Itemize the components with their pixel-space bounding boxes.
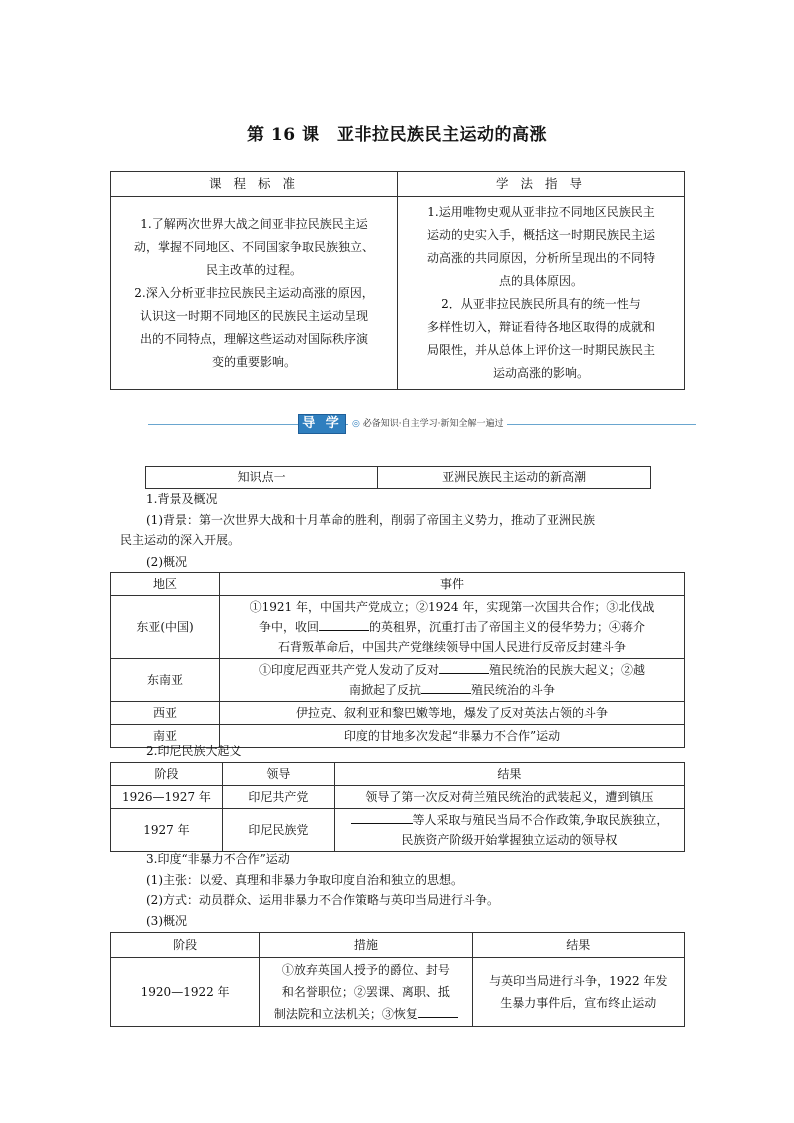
event-line xyxy=(224,680,680,700)
fill-blank[interactable] xyxy=(439,661,489,674)
header-phase: 阶段 xyxy=(111,933,260,958)
non-cooperation-table xyxy=(110,932,685,1027)
result-cell xyxy=(334,809,684,852)
guide-line: 局限性，并从总体上评价这一时期民族民主 xyxy=(426,343,655,357)
standard-line: 变的重要影响。 xyxy=(211,354,296,369)
section3-heading: 3.印度“非暴力不合作”运动 xyxy=(146,852,290,866)
background-text-cont: 民主运动的深入开展。 xyxy=(120,533,241,547)
event-text: 殖民统治的民族大起义；②越 xyxy=(489,663,646,677)
result-line: 与英印当局进行斗争，1922 年发 xyxy=(489,974,668,988)
event-cell xyxy=(220,596,685,659)
standard-line: 动，掌握不同地区、不同国家争取民族独立、 xyxy=(133,239,374,254)
header-guide: 学 法 指 导 xyxy=(398,172,685,197)
header-leader: 领导 xyxy=(222,763,334,786)
event-line xyxy=(224,660,680,680)
leader-cell: 印尼民族党 xyxy=(222,809,334,852)
guide-line: 动高涨的共同原因，分析所呈现出的不同特 xyxy=(426,251,655,265)
result-line: 生暴力事件后，宣布终止运动 xyxy=(500,996,657,1010)
table-row xyxy=(111,786,685,809)
header-measures: 措施 xyxy=(260,933,472,958)
event-text: 殖民统治的斗争 xyxy=(471,683,556,697)
table-row xyxy=(111,809,685,852)
table-row xyxy=(111,659,685,702)
table-header-row xyxy=(111,172,685,197)
standard-line: 1.了解两次世界大战之间亚非拉民族民主运 xyxy=(140,216,368,231)
claim-text: (1)主张：以爱、真理和非暴力争取印度自治和独立的思想。 xyxy=(146,873,464,887)
section-banner xyxy=(148,413,696,435)
curriculum-standards-table xyxy=(110,171,685,390)
measure-line: ①放弃英国人授予的爵位、封号 xyxy=(281,963,450,977)
fill-blank[interactable] xyxy=(351,811,413,824)
method-text: (2)方式：动员群众、运用非暴力不合作策略与英印当局进行斗争。 xyxy=(146,893,500,907)
background-text: (1)背景：第一次世界大战和十月革命的胜利，削弱了帝国主义势力，推动了亚洲民族 xyxy=(146,513,596,527)
guide-cell xyxy=(398,197,685,390)
table-row xyxy=(111,197,685,390)
measures-cell xyxy=(260,958,472,1027)
overview3-heading: (3)概况 xyxy=(146,914,187,928)
event-cell: 印度的甘地多次发起“非暴力不合作”运动 xyxy=(220,725,685,748)
standard-line: 认识这一时期不同地区的民族民主运动呈现 xyxy=(139,308,368,323)
knowledge-point-label: 知识点一 xyxy=(146,467,378,489)
banner-badge: 导 学 xyxy=(298,414,346,434)
knowledge-point-table xyxy=(145,466,651,489)
event-line xyxy=(224,617,680,637)
header-result: 结果 xyxy=(334,763,684,786)
bullet-icon: ◎ xyxy=(352,419,363,429)
measure-text: 制法院和立法机关；③恢复 xyxy=(273,1007,418,1021)
event-text: 的英租界，沉重打击了帝国主义的侵华势力；④蒋介 xyxy=(369,620,646,634)
guide-line: 点的具体原因。 xyxy=(498,274,583,288)
standard-line: 出的不同特点，理解这些运动对国际秩序演 xyxy=(139,331,368,346)
fill-blank[interactable] xyxy=(418,1005,458,1018)
knowledge-point-topic: 亚洲民族民主运动的新高潮 xyxy=(378,467,651,489)
header-phase: 阶段 xyxy=(111,763,223,786)
region-cell: 东南亚 xyxy=(111,659,220,702)
region-cell: 东亚(中国) xyxy=(111,596,220,659)
table-header-row xyxy=(111,933,685,958)
result-line: 民族资产阶级开始掌握独立运动的领导权 xyxy=(401,833,618,847)
event-cell: 伊拉克、叙利亚和黎巴嫩等地，爆发了反对英法占领的斗争 xyxy=(220,702,685,725)
region-cell: 南亚 xyxy=(111,725,220,748)
standard-line: 2.深入分析亚非拉民族民主运动高涨的原因， xyxy=(134,285,374,300)
table-row xyxy=(146,467,651,489)
result-cell xyxy=(472,958,684,1027)
measure-line xyxy=(264,1003,467,1025)
leader-cell: 印尼共产党 xyxy=(222,786,334,809)
fill-blank[interactable] xyxy=(319,618,369,631)
result-text: 等人采取与殖民当局不合作政策,争取民族独立， xyxy=(412,813,669,827)
event-cell xyxy=(220,659,685,702)
event-line xyxy=(224,637,680,657)
standards-cell xyxy=(111,197,398,390)
banner-subtitle xyxy=(348,416,507,432)
event-text: 石背叛革命后，中国共产党继续领导中国人民进行反帝反封建斗争 xyxy=(278,640,627,654)
header-standards: 课 程 标 准 xyxy=(111,172,398,197)
phase-cell: 1927 年 xyxy=(111,809,223,852)
phase-cell: 1920—1922 年 xyxy=(111,958,260,1027)
banner-subtitle-text: 必备知识·自主学习·新知全解一遍过 xyxy=(362,419,504,429)
region-cell: 西亚 xyxy=(111,702,220,725)
region-events-table xyxy=(110,572,685,748)
table-row xyxy=(111,702,685,725)
guide-line: 运动高涨的影响。 xyxy=(492,366,589,380)
guide-line: 多样性切入，辩证看待各地区取得的成就和 xyxy=(426,320,655,334)
standard-line: 民主改革的过程。 xyxy=(205,262,302,277)
fill-blank[interactable] xyxy=(421,681,471,694)
event-line xyxy=(224,597,680,617)
measure-line: 和名誉职位；②罢课、离职、抵 xyxy=(281,985,450,999)
indonesia-uprising-table xyxy=(110,762,685,852)
guide-line: 2．从亚非拉民族民所具有的统一性与 xyxy=(441,297,641,311)
page-title: 第 16 课 亚非拉民族民主运动的高涨 xyxy=(247,125,547,145)
table-row xyxy=(111,596,685,659)
section1-heading: 1.背景及概况 xyxy=(146,492,218,506)
table-row xyxy=(111,958,685,1027)
event-text: ①印度尼西亚共产党人发动了反对 xyxy=(259,663,440,677)
table-header-row xyxy=(111,763,685,786)
guide-line: 1.运用唯物史观从亚非拉不同地区民族民主 xyxy=(427,205,655,219)
event-text: 争中，收回 xyxy=(259,620,320,634)
result-cell: 领导了第一次反对荷兰殖民统治的武装起义，遭到镇压 xyxy=(334,786,684,809)
header-event: 事件 xyxy=(220,573,685,596)
header-region: 地区 xyxy=(111,573,220,596)
event-text: 南掀起了反抗 xyxy=(349,683,422,697)
table-header-row xyxy=(111,573,685,596)
guide-line: 运动的史实入手，概括这一时期民族民主运 xyxy=(426,228,655,242)
phase-cell: 1926—1927 年 xyxy=(111,786,223,809)
event-text: ①1921 年，中国共产党成立；②1924 年，实现第一次国共合作；③北伐战 xyxy=(249,600,655,614)
section2-heading: 2.印尼民族大起义 xyxy=(146,744,242,758)
result-line xyxy=(339,810,680,830)
overview-heading: (2)概况 xyxy=(146,555,187,569)
header-result: 结果 xyxy=(472,933,684,958)
